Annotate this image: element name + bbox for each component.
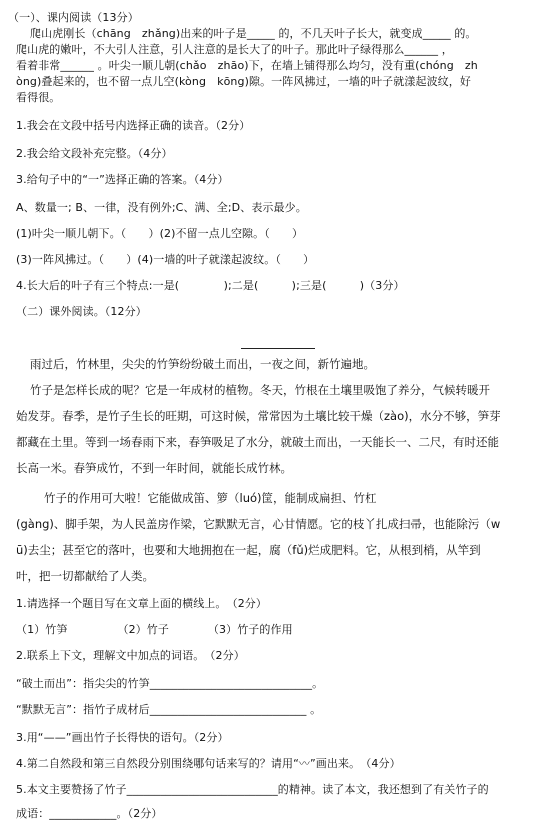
text-line-18: 都藏在土里。等到一场春雨下来，春笋吸足了水分，就破土而出，一天能长一、二尺，有时还能	[16, 435, 499, 449]
text-line-17: 始发芽。春季，是竹子生长的旺期，可这时候，常常因为土壤比较干燥（zào)，水分不够，笋芽	[16, 409, 501, 423]
text-line-13: 4.长大后的叶子有三个特点:一是( );二是( );三是( )（3分）	[16, 279, 405, 292]
text-line-24: 1.请选择一个题目写在文章上面的横线上。 （2分）	[16, 597, 267, 610]
text-line-16: 竹子是怎样长成的呢？它是一年成材的植物。冬天，竹根在土壤里吸饱了养分，气候转暖开	[30, 383, 490, 397]
text-line-10: A、数量一; B、一律，没有例外;C、满、全;D、表示最少。	[16, 201, 307, 214]
text-line-25: （1）竹笋 （2）竹子 （3）竹子的作用	[16, 623, 293, 636]
text-line-23: 叶，把一切都献给了人类。	[16, 569, 154, 583]
text-line-9: 3.给句子中的“一”选择正确的答案。（4分）	[16, 173, 229, 186]
text-line-30: 4.第二自然段和第三自然段分别围绕哪句话来写的？请用“〰”画出来。 （4分）	[16, 757, 401, 770]
text-line-22: ū)去尘；甚至它的落叶，也要和大地拥抱在一起，腐（fǔ)烂成肥料。它，从根到梢，从竿到	[16, 543, 481, 557]
text-line-11: (1)叶尖一顺儿朝下。（ ）(2)不留一点儿空隙。（ ）	[16, 227, 304, 240]
text-line-14: （二）课外阅读。（12分）	[16, 305, 147, 318]
text-line-2: 爬山虎刚长（chāng zhǎng)出来的叶子是_____ 的，不几天叶子长大，就变成_____ 的。	[30, 27, 477, 40]
text-line-20: 竹子的作用可大啦！它能做成笛、箩（luó)筐，能制成扁担、竹杠	[44, 491, 377, 505]
text-line-28: “默默无言”：指竹子成材后____________________________ 。	[16, 703, 322, 716]
text-line-12: (3)一阵风拂过。（ ）(4)一墙的叶子就漾起波纹。（ ）	[16, 253, 315, 266]
text-line-26: 2.联系上下文，理解文中加点的词语。 （2分）	[16, 649, 245, 662]
text-line-4: 看着非常______ 。叶尖一顺儿朝(chǎo zhāo)下，在墙上铺得那么均匀，没有重(chóng zh	[16, 59, 478, 72]
title-answer-blank[interactable]	[241, 347, 315, 349]
text-line-1: （一）、课内阅读（13分）	[8, 11, 139, 24]
text-line-8: 2.我会给文段补充完整。（4分）	[16, 147, 173, 160]
text-line-32: 成语：____________。（2分）	[16, 807, 163, 820]
text-line-7: 1.我会在文段中括号内选择正确的读音。（2分）	[16, 119, 251, 132]
text-line-15: 雨过后，竹林里，尖尖的竹笋纷纷破土而出，一夜之间，新竹遍地。	[30, 357, 375, 371]
text-line-19: 长高一米。春笋成竹，不到一年时间，就能长成竹林。	[16, 461, 292, 475]
text-line-31: 5.本文主要赞扬了竹子___________________________的精神。读了本文，我还想到了有关竹子的	[16, 783, 489, 796]
text-line-27: “破土而出”：指尖尖的竹笋_____________________________。	[16, 677, 324, 690]
text-line-3: 爬山虎的嫩叶，不大引人注意，引人注意的是长大了的叶子。那此叶子绿得那么______ ，	[16, 43, 453, 56]
text-line-29: 3.用“——”画出竹子长得快的语句。（2分）	[16, 731, 229, 744]
text-line-21: (gàng)、脚手架，为人民盖房作梁，它默默无言，心甘情愿。它的枝丫扎成扫帚，也能除污（w	[16, 517, 501, 531]
text-line-5: òng)叠起来的，也不留一点儿空(kòng kōng)隙。一阵风拂过，一墙的叶子就漾起波纹，好	[16, 75, 471, 88]
text-line-6: 看得很。	[16, 91, 61, 104]
